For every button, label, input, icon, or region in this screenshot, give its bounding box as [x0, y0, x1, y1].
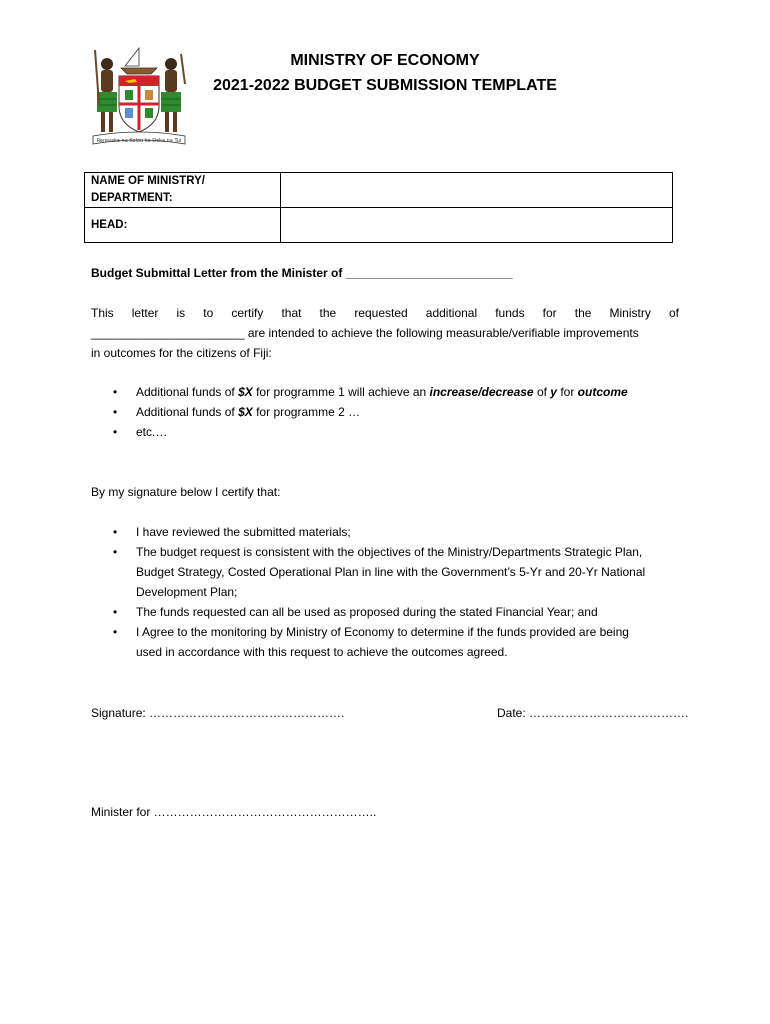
paragraph-line-1 — [91, 303, 679, 323]
date-field[interactable]: Date: …………………………………. — [497, 706, 689, 720]
page-title-template: 2021-2022 BUDGET SUBMISSION TEMPLATE — [213, 77, 557, 94]
minister-for-field[interactable]: Minister for ……………………………………………….. — [91, 805, 377, 819]
page-title-ministry: MINISTRY OF ECONOMY — [290, 52, 480, 69]
ministry-name-label: NAME OF MINISTRY/ DEPARTMENT: — [85, 173, 281, 208]
list-item-continuation: Budget Strategy, Costed Operational Plan in line with the Government’s 5-Yr and 20-Yr National — [136, 565, 646, 579]
head-field[interactable] — [281, 208, 673, 243]
word: additional — [425, 306, 478, 320]
word: to — [203, 306, 214, 320]
list-item: • The budget request is consistent with the objectives of the Ministry/Departments Strategic Plan, — [91, 542, 701, 562]
list-item: • I Agree to the monitoring by Ministry of Economy to determine if the funds provided are being — [91, 622, 701, 642]
list-item: • I have reviewed the submitted materials; — [91, 522, 701, 542]
word: of — [668, 306, 679, 320]
word: certify — [231, 306, 264, 320]
crest-motto: Rerevaka na Kalou ka Doka na Tui — [96, 138, 182, 144]
word: requested — [354, 306, 408, 320]
word: for — [542, 306, 557, 320]
list-item: • Additional funds of $X for programme 2 … — [91, 402, 691, 422]
table-row — [85, 208, 673, 243]
paragraph-line-2: _______________________ are intended to achieve the following measurable/verifiable improvements — [91, 326, 639, 340]
word: is — [176, 306, 186, 320]
list-item-continuation: Development Plan; — [136, 585, 238, 599]
word: This — [91, 306, 114, 320]
funding-bullet-list — [91, 382, 691, 442]
ministry-name-field[interactable] — [281, 173, 673, 208]
left-supporter-figure — [95, 50, 117, 132]
head-label: HEAD: — [85, 208, 281, 243]
word: letter — [131, 306, 159, 320]
letter-heading: Budget Submittal Letter from the Minister of _________________________ — [91, 266, 513, 280]
list-item: • Additional funds of $X for programme 1 will achieve an increase/decrease of y for outcome — [91, 382, 691, 402]
word: that — [281, 306, 302, 320]
word: the — [574, 306, 592, 320]
word: the — [319, 306, 337, 320]
coat-of-arms-logo — [85, 44, 193, 150]
paragraph-line-3: in outcomes for the citizens of Fiji: — [91, 346, 272, 360]
word: Ministry — [609, 306, 651, 320]
list-item: • etc.… — [91, 422, 691, 442]
ministry-info-table — [84, 172, 673, 243]
table-row — [85, 173, 673, 208]
word: funds — [495, 306, 525, 320]
list-item-continuation: used in accordance with this request to achieve the outcomes agreed. — [136, 645, 508, 659]
signature-field[interactable]: Signature: …………………………………………. — [91, 706, 345, 720]
list-item: • The funds requested can all be used as proposed during the stated Financial Year; and — [91, 602, 701, 622]
certify-intro: By my signature below I certify that: — [91, 485, 281, 499]
certification-bullet-list — [91, 522, 701, 662]
